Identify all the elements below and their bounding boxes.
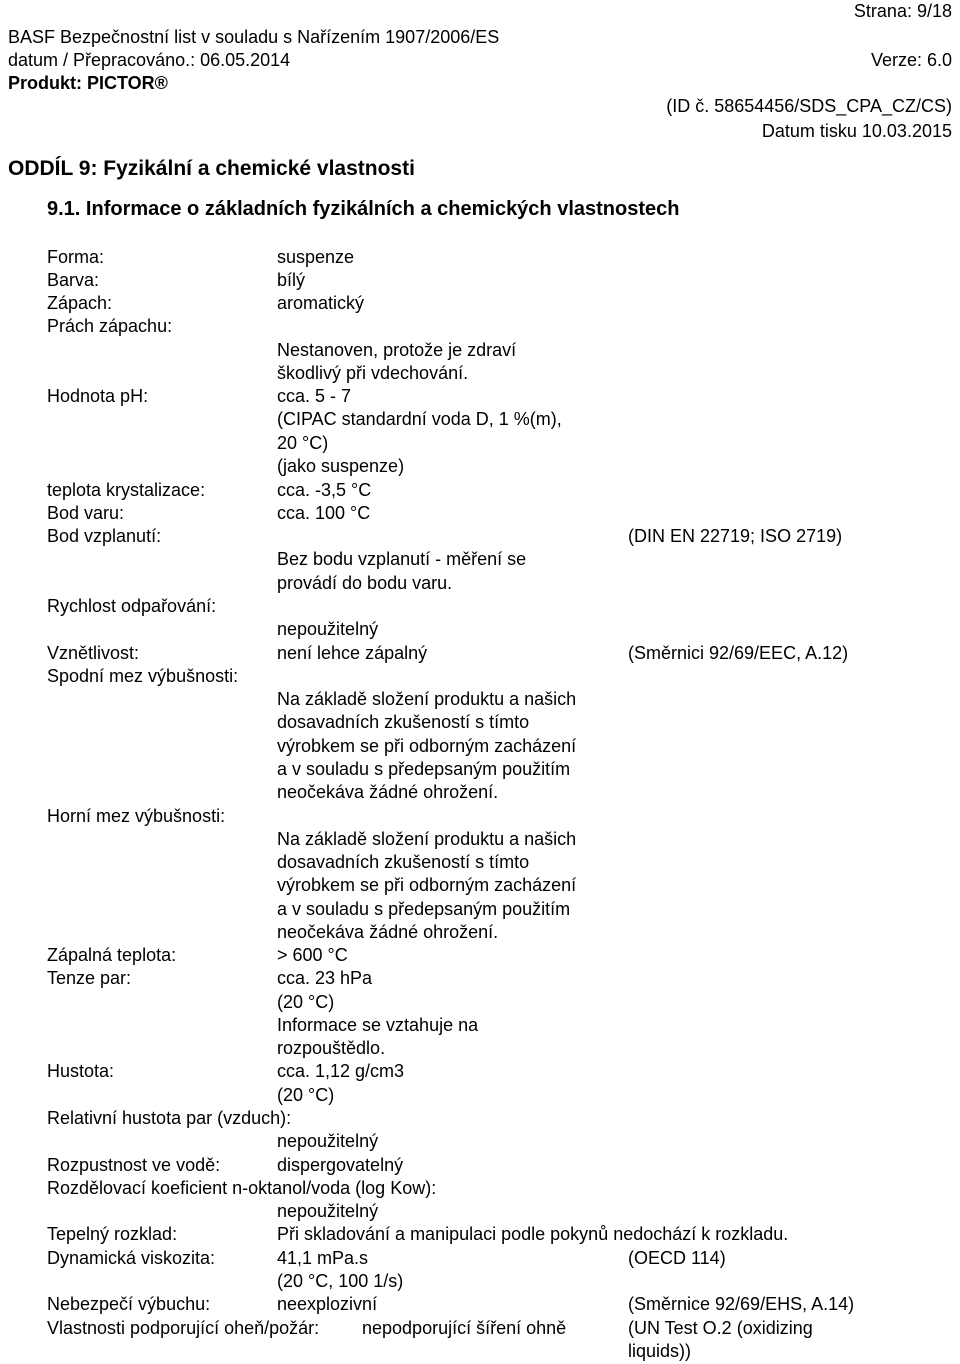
label-rozpustnost: Rozpustnost ve vodě: [47,1155,221,1175]
label-prach: Prách zápachu: [47,316,173,336]
revision-date: datum / Přepracováno.: 06.05.2014 [8,50,291,70]
value-rozpustnost: dispergovatelný [277,1155,404,1175]
label-tepelny: Tepelný rozklad: [47,1224,178,1244]
value-vzplanuti-1: Bez bodu vzplanutí - měření se [277,549,527,569]
label-zapalna: Zápalná teplota: [47,945,177,965]
print-date: Datum tisku 10.03.2015 [761,121,952,141]
label-barva: Barva: [47,270,100,290]
ref-viskozita: (OECD 114) [628,1248,726,1268]
value-horni-mez-4: a v souladu s předepsaným použitím [277,899,571,919]
label-tenze: Tenze par: [47,968,132,988]
value-tenze-1: cca. 23 hPa [277,968,373,988]
ref-vybuch: (Směrnice 92/69/EHS, A.14) [628,1294,855,1314]
value-spodni-mez-2: dosavadních zkušeností s tímto [277,712,530,732]
value-varu: cca. 100 °C [277,503,371,523]
value-zapach: aromatický [277,293,365,313]
value-ph-3: 20 °C) [277,433,329,453]
label-vzplanuti: Bod vzplanutí: [47,526,162,546]
value-ph-2: (CIPAC standardní voda D, 1 %(m), [277,409,562,429]
ref-ohen-2: liquids)) [628,1341,692,1361]
ref-vzplanuti: (DIN EN 22719; ISO 2719) [628,526,843,546]
label-ohen: Vlastnosti podporující oheň/požár: [47,1318,320,1338]
value-hustota-2: (20 °C) [277,1085,335,1105]
ref-ohen-1: (UN Test O.2 (oxidizing [628,1318,813,1338]
label-rel-hustota: Relativní hustota par (vzduch): [47,1108,292,1128]
label-varu: Bod varu: [47,503,125,523]
value-tenze-4: rozpouštědlo. [277,1038,386,1058]
version: Verze: 6.0 [870,50,952,70]
value-tenze-3: Informace se vztahuje na [277,1015,479,1035]
value-tenze-2: (20 °C) [277,992,335,1012]
value-spodni-mez-4: a v souladu s předepsaným použitím [277,759,571,779]
value-tepelny: Při skladování a manipulaci podle pokynů nedochází k rozkladu. [277,1224,789,1244]
page-number: Strana: 9/18 [853,1,952,21]
value-vznetlivost: není lehce zápalný [277,643,428,663]
label-ph: Hodnota pH: [47,386,149,406]
section-title: ODDÍL 9: Fyzikální a chemické vlastnosti [8,157,415,180]
value-vzplanuti-2: provádí do bodu varu. [277,573,453,593]
label-viskozita: Dynamická viskozita: [47,1248,216,1268]
value-ph-1: cca. 5 - 7 [277,386,352,406]
label-vznetlivost: Vznětlivost: [47,643,140,663]
label-odpar: Rychlost odpařování: [47,596,217,616]
label-rozdelovaci: Rozdělovací koeficient n-oktanol/voda (log Kow): [47,1178,437,1198]
value-rel-hustota: nepoužitelný [277,1131,379,1151]
value-viskozita-1: 41,1 mPa.s [277,1248,369,1268]
value-hustota-1: cca. 1,12 g/cm3 [277,1061,405,1081]
document-id: (ID č. 58654456/SDS_CPA_CZ/CS) [666,96,952,116]
value-zapalna: > 600 °C [277,945,348,965]
label-horni-mez: Horní mez výbušnosti: [47,806,226,826]
label-zapach: Zápach: [47,293,113,313]
document-title: BASF Bezpečnostní list v souladu s Nařízením 1907/2006/ES [8,27,500,47]
value-ph-4: (jako suspenze) [277,456,405,476]
ref-vznetlivost: (Směrnici 92/69/EEC, A.12) [628,643,849,663]
value-horni-mez-3: výrobkem se při odborným zacházení [277,875,577,895]
value-viskozita-2: (20 °C, 100 1/s) [277,1271,404,1291]
value-barva: bílý [277,270,306,290]
value-rozdelovaci: nepoužitelný [277,1201,379,1221]
value-prach-2: škodlivý při vdechování. [277,363,469,383]
label-spodni-mez: Spodní mez výbušnosti: [47,666,239,686]
value-horni-mez-5: neočekáva žádné ohrožení. [277,922,499,942]
value-odpar: nepoužitelný [277,619,379,639]
label-vybuch: Nebezpečí výbuchu: [47,1294,211,1314]
label-forma: Forma: [47,247,105,267]
value-kryst: cca. -3,5 °C [277,480,372,500]
value-spodni-mez-5: neočekáva žádné ohrožení. [277,782,499,802]
value-horni-mez-1: Na základě složení produktu a našich [277,829,577,849]
value-spodni-mez-1: Na základě složení produktu a našich [277,689,577,709]
value-spodni-mez-3: výrobkem se při odborným zacházení [277,736,577,756]
subsection-title: 9.1. Informace o základních fyzikálních a chemických vlastnostech [47,198,680,220]
value-prach-1: Nestanoven, protože je zdraví [277,340,517,360]
value-vybuch: neexplozivní [277,1294,378,1314]
value-forma: suspenze [277,247,355,267]
label-kryst: teplota krystalizace: [47,480,206,500]
value-ohen: nepodporující šíření ohně [362,1318,567,1338]
product-name: Produkt: PICTOR® [8,73,168,93]
label-hustota: Hustota: [47,1061,115,1081]
value-horni-mez-2: dosavadních zkušeností s tímto [277,852,530,872]
